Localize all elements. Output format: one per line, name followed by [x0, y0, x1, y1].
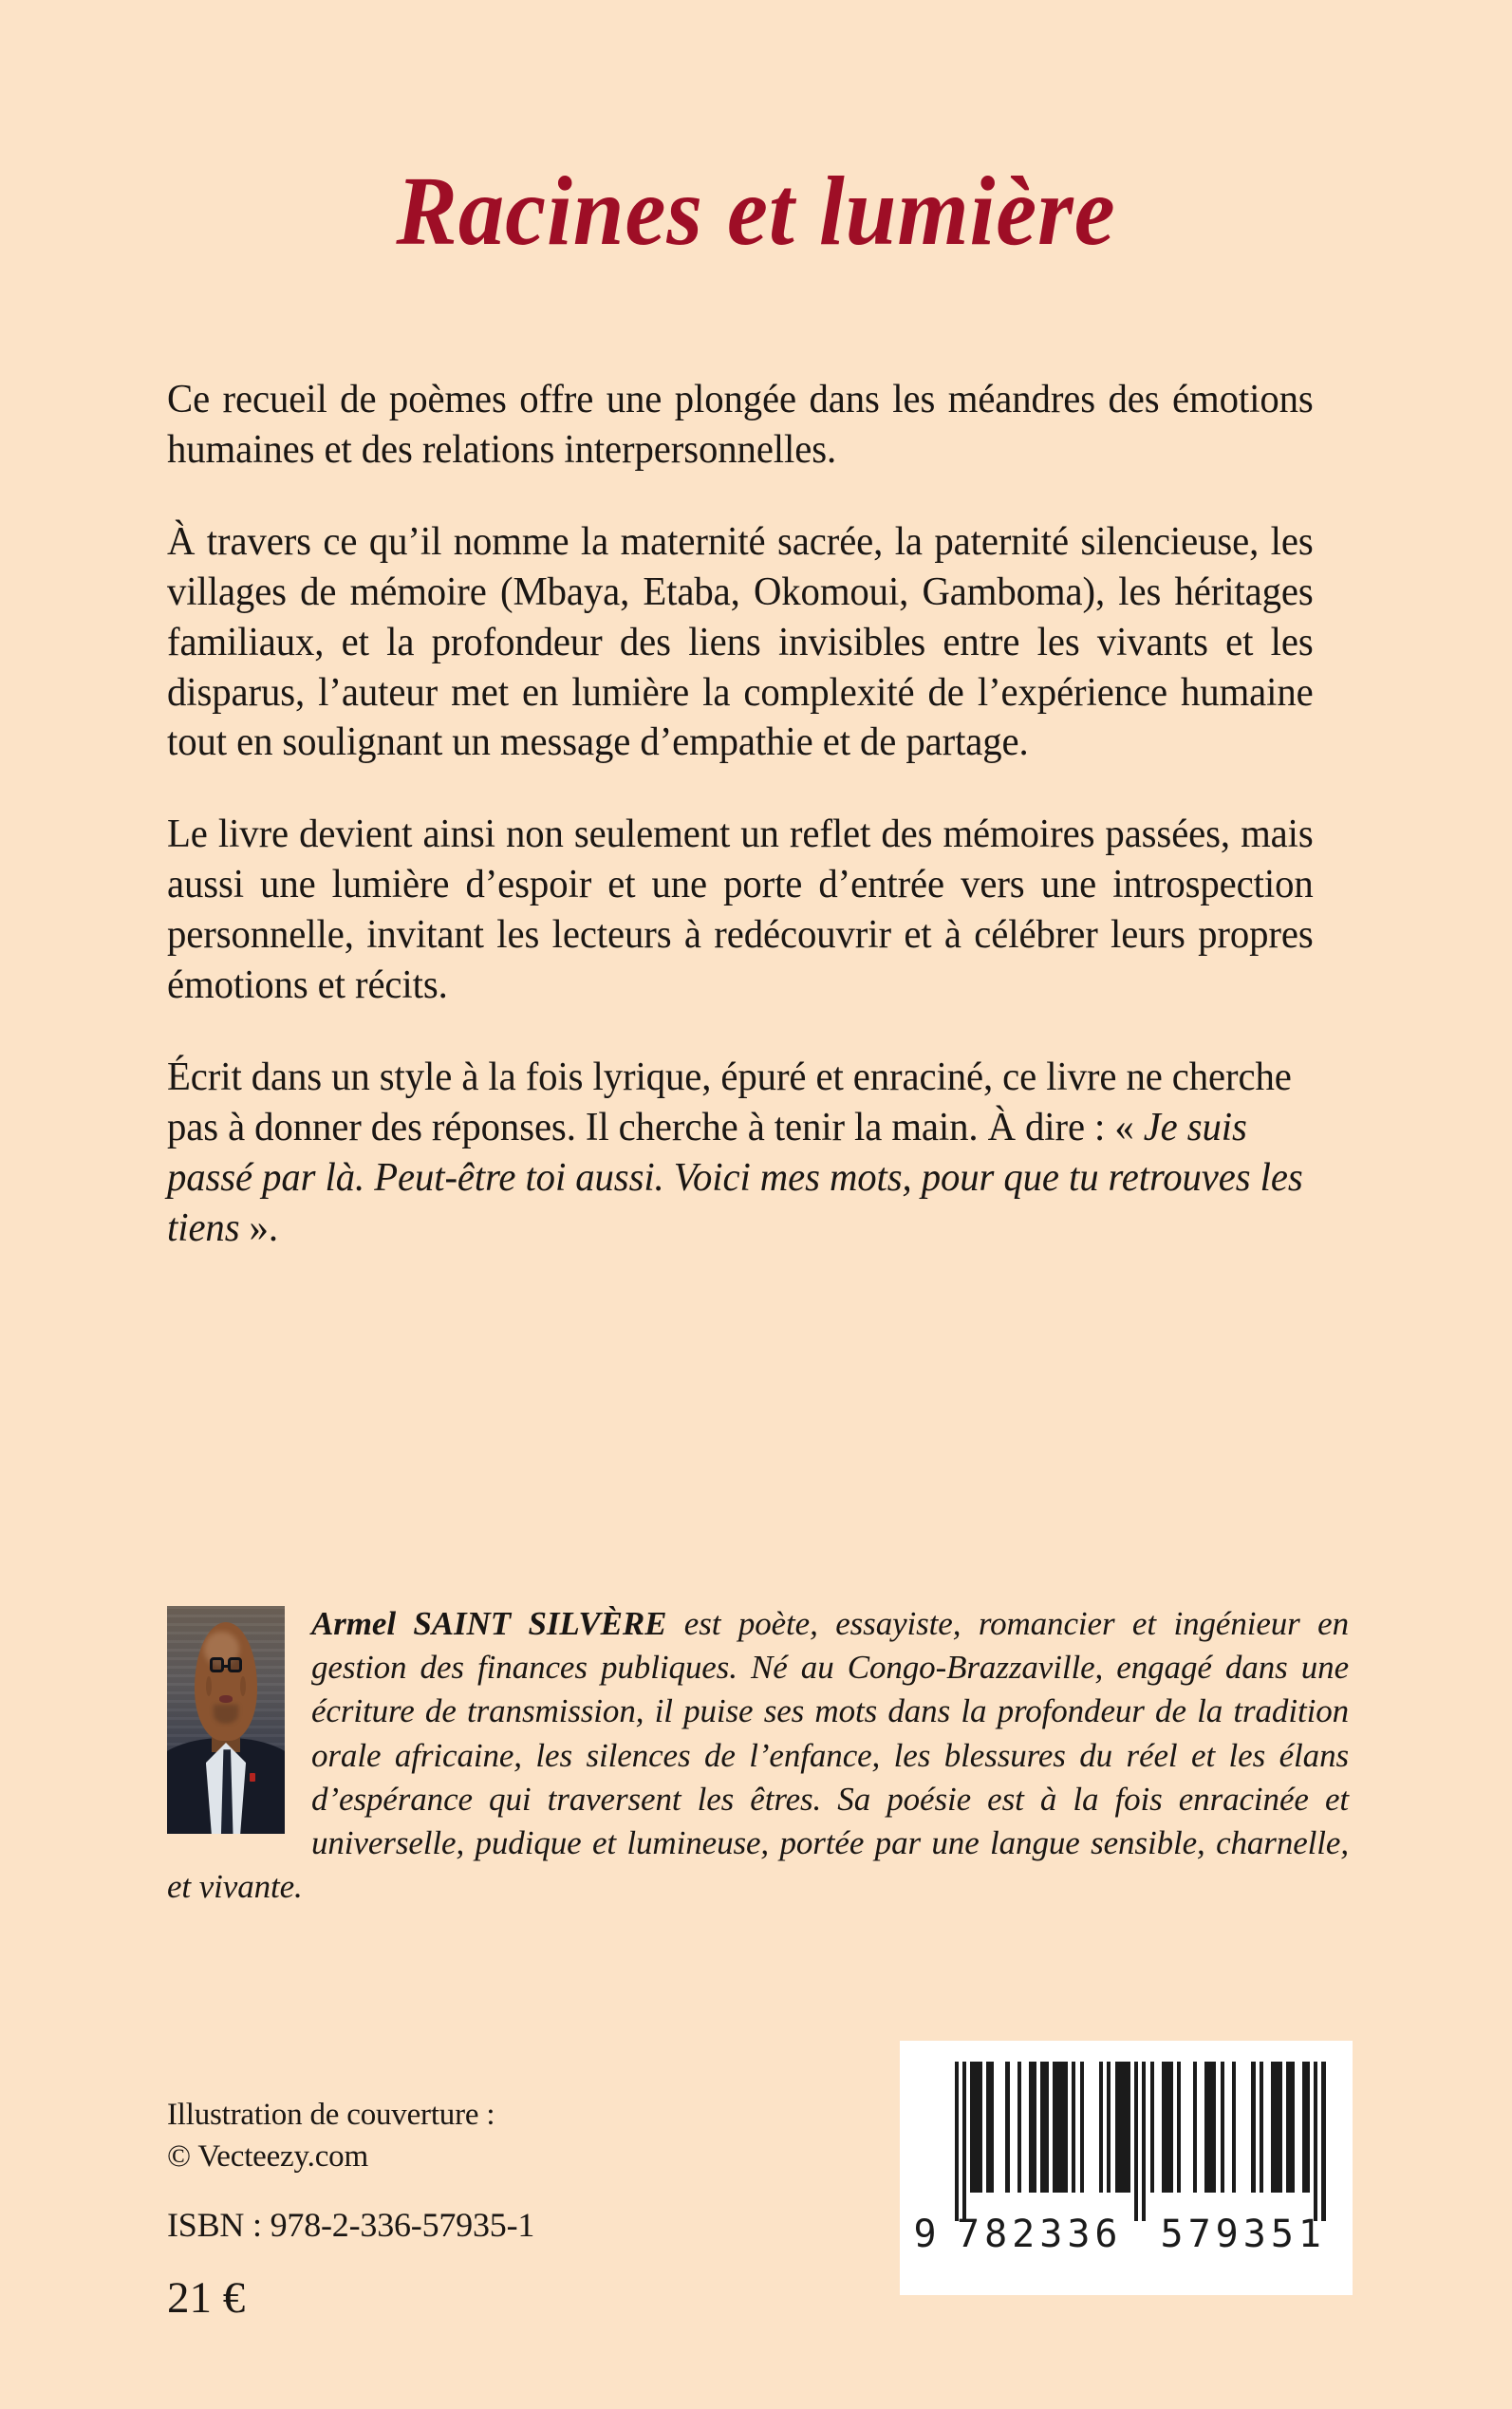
- barcode-space: [1154, 2062, 1162, 2221]
- barcode-bar: [1271, 2062, 1282, 2193]
- blurb-paragraph-2: À travers ce qu’il nomme la maternité sacrée, la paternité silencieuse, les villages de mémoire (Mbaya, Etaba, Okomoui, Gamboma), les héritages familiaux, et la profondeur des liens invisibles entre les vivants et les disparus, l’auteur met en lumière la complexité de l’expérience humaine tout en soulignant un message d’empathie et de partage.: [167, 519, 1314, 765]
- barcode-digits-left: 782336: [957, 2213, 1123, 2256]
- blurb-paragraph-4-tail: ».: [239, 1205, 278, 1250]
- barcode-space: [1084, 2062, 1099, 2221]
- barcode-space: [994, 2062, 1005, 2221]
- portrait-ear-left: [206, 1676, 212, 1696]
- barcode-bar: [1321, 2062, 1325, 2221]
- barcode-digits: [909, 2213, 1326, 2255]
- portrait-lens-right: [228, 1657, 242, 1672]
- barcode-digit-first: 9: [913, 2213, 938, 2256]
- barcode-inner: [913, 2062, 1326, 2276]
- barcode-space: [1010, 2062, 1017, 2221]
- author-bio-body: est poète, essayiste, romancier et ingénieur en gestion des finances publiques. Né au Congo-Brazzaville, engagé dans une écriture de transmission, il puise ses mots dans la profondeur de la tradition orale africaine, les silences de l’enfance, les blessures du réel et les élans d’espérance qui traversent les êtres. Sa poésie est à la fois enracinée et universelle, pudique et lumineuse, portée par une langue sensible, charnelle, et vivante.: [167, 1605, 1349, 1906]
- barcode-space: [1236, 2062, 1251, 2221]
- barcode-space: [1263, 2062, 1271, 2221]
- barcode-bar: [1286, 2062, 1294, 2193]
- blurb-section: [167, 375, 1349, 1254]
- barcode-bar: [1053, 2062, 1068, 2193]
- barcode-bar: [1204, 2062, 1216, 2193]
- price-text: 21 €: [167, 2273, 246, 2323]
- author-portrait-photo: [167, 1606, 285, 1834]
- author-bio-section: [167, 1602, 1349, 1909]
- portrait-glasses-bridge: [221, 1665, 230, 1668]
- author-name: Armel SAINT SILVÈRE: [311, 1605, 667, 1642]
- page-title: Racines et lumière: [396, 157, 1116, 266]
- credit-line-1: Illustration de couverture :: [167, 2098, 495, 2132]
- barcode-bar: [970, 2062, 981, 2193]
- portrait-mouth: [219, 1695, 232, 1702]
- barcode-bar: [1029, 2062, 1036, 2193]
- barcode-bar: [1040, 2062, 1048, 2193]
- barcode-space: [1021, 2062, 1029, 2221]
- barcode-bar: [1302, 2062, 1310, 2193]
- barcode-digits-right: 579351: [1160, 2213, 1326, 2256]
- ean13-barcode: [900, 2041, 1353, 2295]
- blurb-paragraph-3: Le livre devient ainsi non seulement un reflet des mémoires passées, mais aussi une lumière d’espoir et une porte d’entrée vers une introspection personnelle, invitant les lecteurs à redécouvrir et à célébrer leurs propres émotions et récits.: [167, 812, 1314, 1008]
- barcode-space: [1295, 2062, 1302, 2221]
- barcode-space: [1181, 2062, 1192, 2221]
- blurb-paragraph-4-lead: Écrit dans un style à la fois lyrique, épuré et enraciné, ce livre ne cherche pas à donner des réponses. Il cherche à tenir la main. À dire : «: [167, 1055, 1292, 1149]
- barcode-space: [1224, 2062, 1232, 2221]
- barcode-space: [1197, 2062, 1204, 2221]
- portrait-ear-right: [240, 1676, 246, 1696]
- barcode-bar: [1162, 2062, 1173, 2193]
- portrait-lapel-pin: [250, 1773, 255, 1782]
- blurb-paragraph-1: Ce recueil de poèmes offre une plongée dans les méandres des émotions humaines et des relations interpersonnelles.: [167, 378, 1314, 472]
- isbn-text: ISBN : 978-2-336-57935-1: [167, 2206, 535, 2244]
- blurb-paragraph-4: [167, 1053, 1314, 1254]
- cover-illustration-credit: [167, 2095, 495, 2177]
- barcode-bars: [955, 2062, 1326, 2221]
- barcode-bar: [986, 2062, 994, 2193]
- author-bio-text: [167, 1602, 1349, 1909]
- blurb-quote: Je suis passé par là. Peut-être toi aussi. Voici mes mots, pour que tu retrouves les tiens: [167, 1105, 1303, 1250]
- credit-line-2: © Vecteezy.com: [167, 2138, 368, 2174]
- portrait-chin-shadow: [214, 1705, 239, 1724]
- barcode-bar: [1115, 2062, 1130, 2193]
